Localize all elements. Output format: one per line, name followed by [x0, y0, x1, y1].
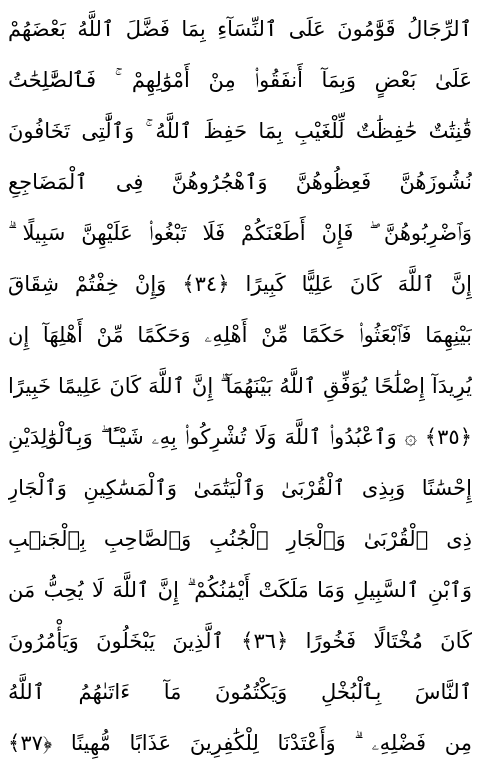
- verse-line: مِن فَضْلِهِۦ ۗ وَأَعْتَدْنَا لِلْكَٰفِرِينَ عَذَابًا مُّهِينًا ﴿٣٧﴾: [8, 731, 472, 755]
- verse-line: إِنَّ ٱللَّهَ كَانَ عَلِيًّا كَبِيرًا ﴿٣٤﴾ وَإِنْ خِفْتُمْ شِقَاقَ: [8, 272, 472, 296]
- verse-line: إِحْسَٰنًا وَبِذِى ٱلْقُرْبَىٰ وَٱلْيَتَٰمَىٰ وَٱلْمَسَٰكِينِ وَٱلْجَارِ: [8, 476, 472, 500]
- verse-line: كَانَ مُخْتَالًا فَخُورًا ﴿٣٦﴾ ٱلَّذِينَ يَبْخَلُونَ وَيَأْمُرُونَ: [8, 629, 472, 653]
- verse-line: ذِى ٱلْقُرْبَىٰ وَٱلْجَارِ ٱلْجُنُبِ وَٱلصَّاحِبِ بِٱلْجَنۢبِ: [8, 527, 472, 551]
- verse-line: عَلَىٰ بَعْضٍ وَبِمَآ أَنفَقُوا۟ مِنْ أَمْوَٰلِهِمْ ۚ فَٱلصَّٰلِحَٰتُ: [8, 68, 472, 92]
- verse-line: ٱلنَّاسَ بِٱلْبُخْلِ وَيَكْتُمُونَ مَآ ءَاتَىٰهُمُ ٱللَّهُ: [8, 680, 472, 704]
- verse-line: بَيْنِهِمَا فَٱبْعَثُوا۟ حَكَمًا مِّنْ أَهْلِهِۦ وَحَكَمًا مِّنْ أَهْلِهَآ إِن: [8, 323, 472, 347]
- verse-line: ٱلرِّجَالُ قَوَّٰمُونَ عَلَى ٱلنِّسَآءِ بِمَا فَضَّلَ ٱللَّهُ بَعْضَهُمْ: [8, 17, 472, 41]
- verse-line: ﴿٣٥﴾ ۞ وَٱعْبُدُوا۟ ٱللَّهَ وَلَا تُشْرِكُوا۟ بِهِۦ شَيْـًٔا ۖ وَبِٱلْوَٰلِدَيْنِ: [8, 425, 472, 449]
- verse-line: وَٱبْنِ ٱلسَّبِيلِ وَمَا مَلَكَتْ أَيْمَٰنُكُمْ ۗ إِنَّ ٱللَّهَ لَا يُحِبُّ مَن: [8, 578, 472, 602]
- verse-line: قَٰنِتَٰتٌ حَٰفِظَٰتٌ لِّلْغَيْبِ بِمَا حَفِظَ ٱللَّهُ ۚ وَٱلَّٰتِى تَخَافُونَ: [8, 119, 472, 143]
- verse-line: نُشُوزَهُنَّ فَعِظُوهُنَّ وَٱهْجُرُوهُنَّ فِى ٱلْمَضَاجِعِ: [8, 170, 472, 194]
- verse-line: وَٱضْرِبُوهُنَّ ۖ فَإِنْ أَطَعْنَكُمْ فَلَا تَبْغُوا۟ عَلَيْهِنَّ سَبِيلًا ۗ: [8, 221, 472, 245]
- verse-line: يُرِيدَآ إِصْلَٰحًا يُوَفِّقِ ٱللَّهُ بَيْنَهُمَآ ۗ إِنَّ ٱللَّهَ كَانَ عَلِيمًا خَبِيرًا: [8, 374, 472, 398]
